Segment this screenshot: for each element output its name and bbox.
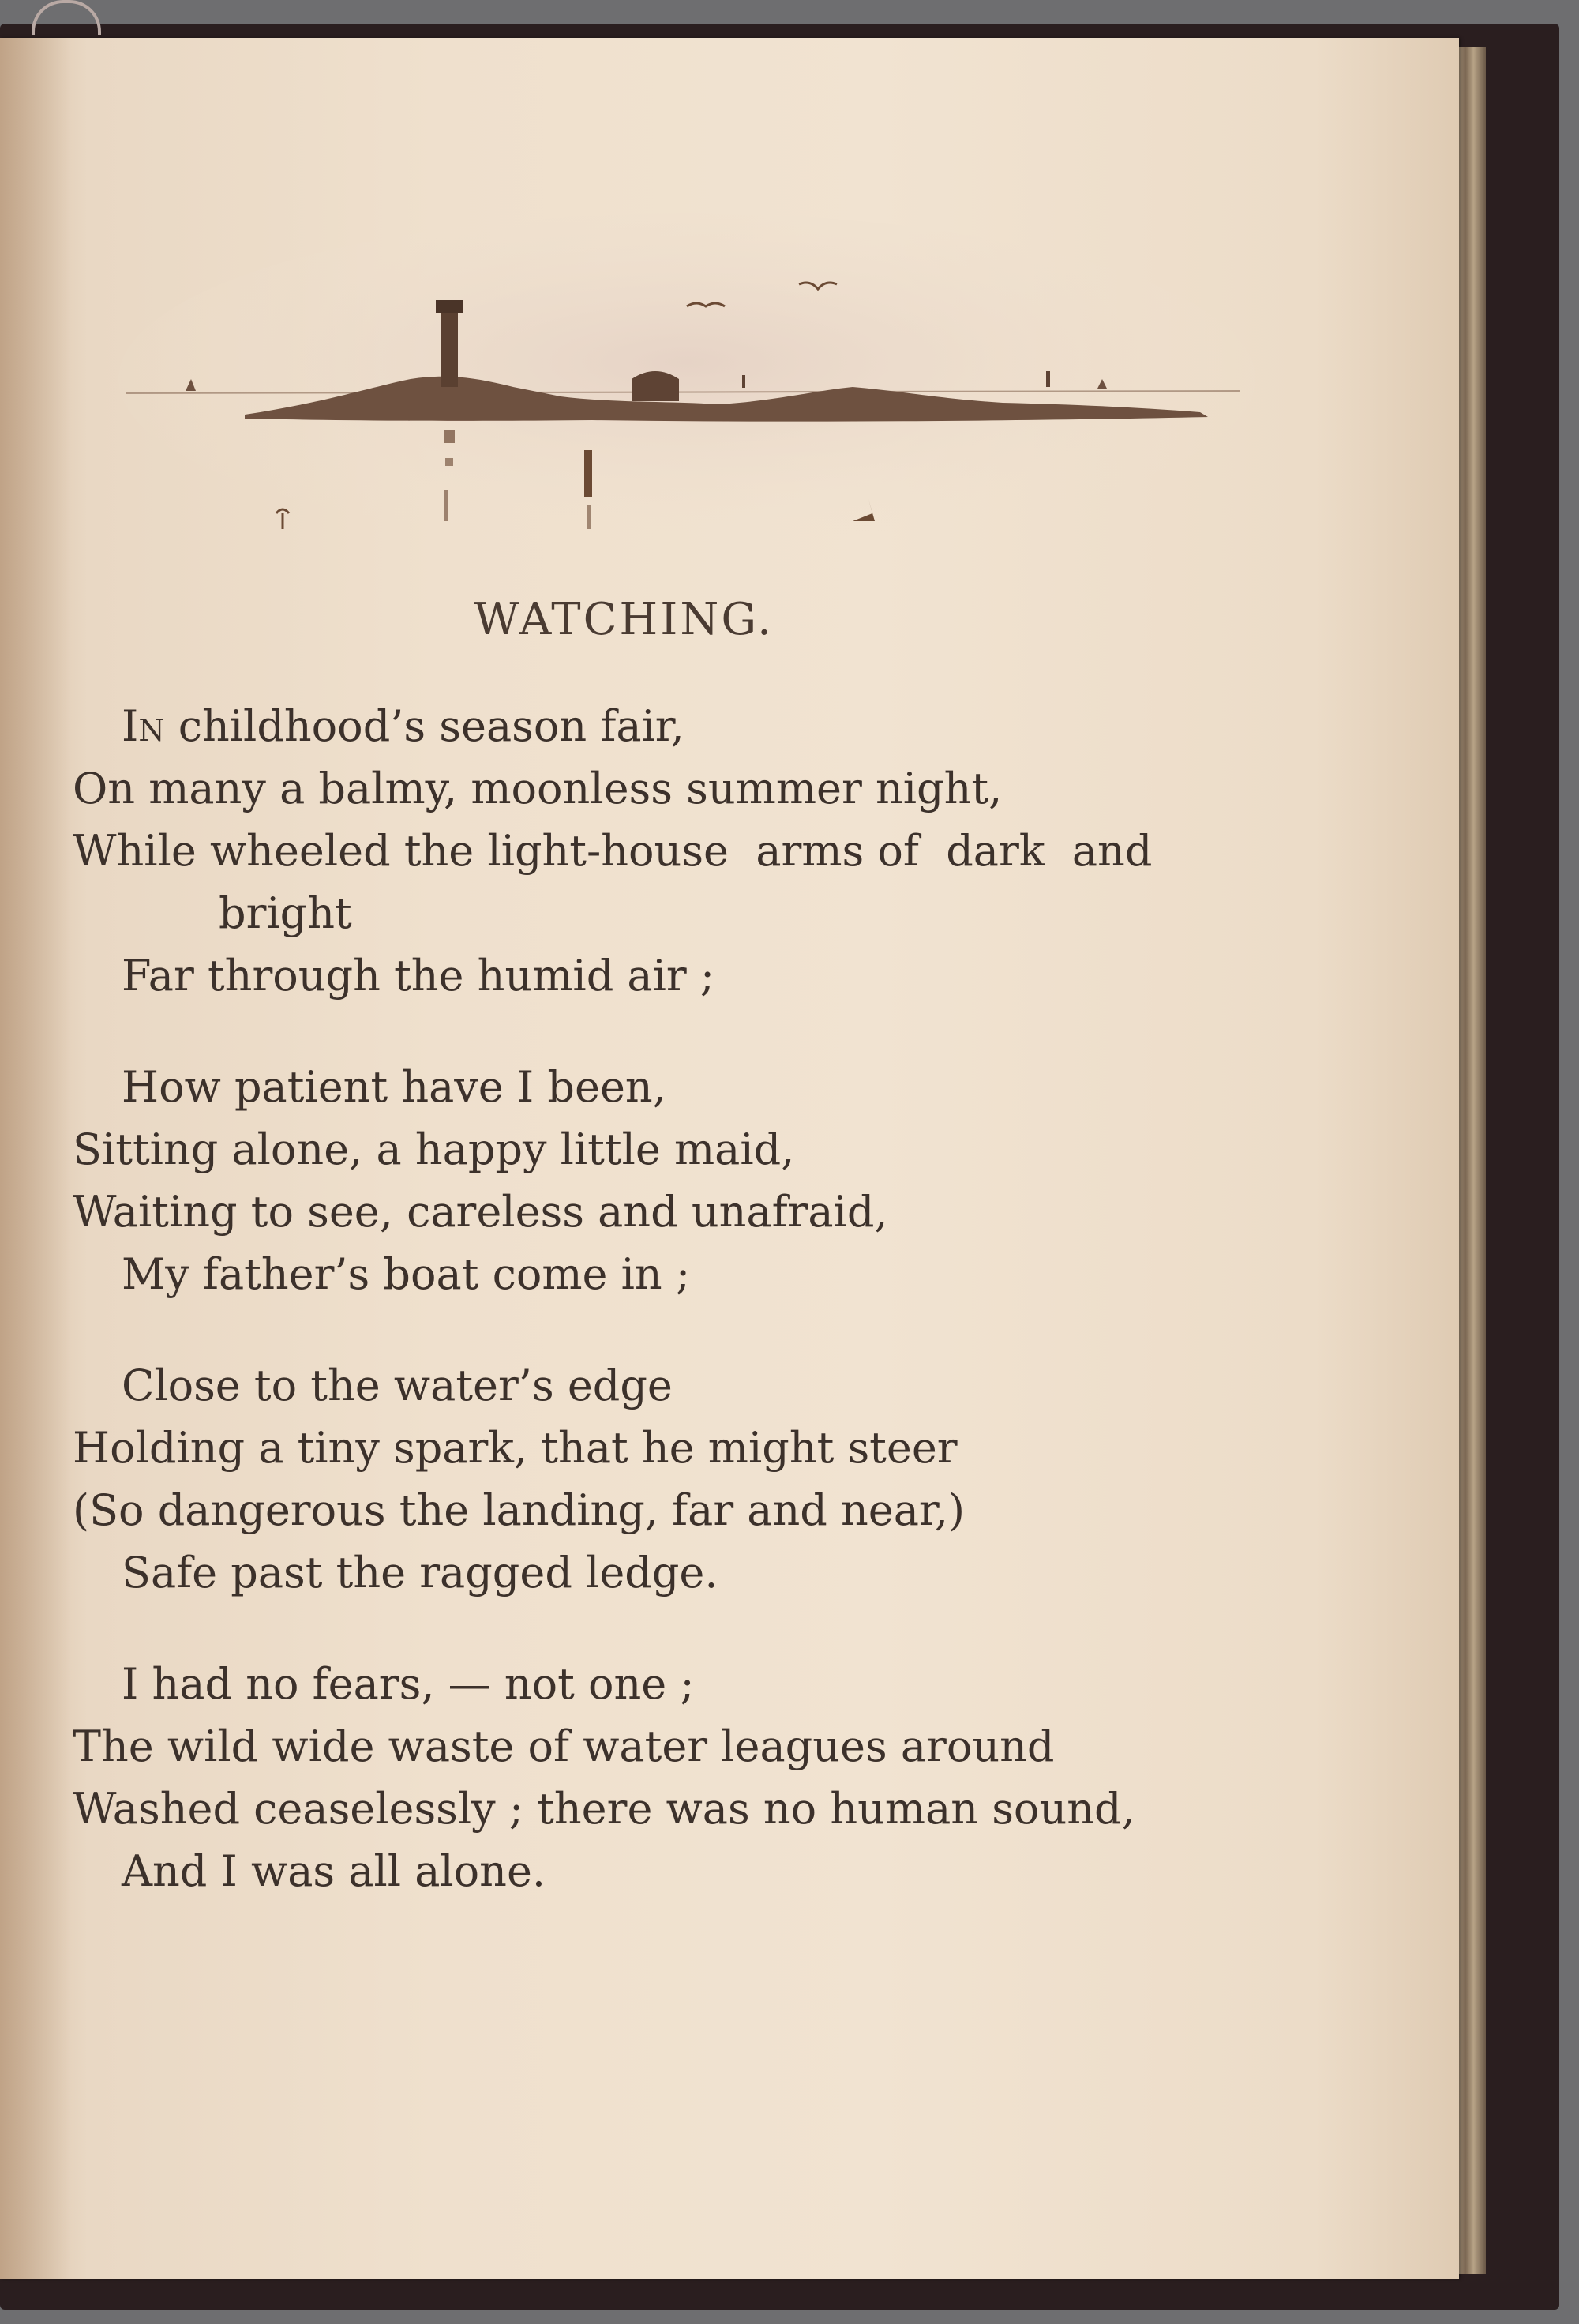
poem-line: Waiting to see, careless and unafraid, [73, 1187, 888, 1237]
bookmark-ribbon [32, 0, 101, 35]
poem-body [73, 695, 1257, 1951]
poem-line: I had no fears, — not one ; [122, 1659, 695, 1709]
poem-line: While wheeled the light-house arms of dark and [73, 826, 1153, 876]
poem-line: bright [219, 888, 352, 938]
poem-line: How patient have I been, [122, 1062, 666, 1112]
poem-line: And I was all alone. [122, 1846, 546, 1896]
poem-line: Close to the water’s edge [122, 1361, 673, 1410]
poem-line: On many a balmy, moonless summer night, [73, 764, 1003, 813]
stanza-4 [73, 1653, 1257, 1902]
poem-line: Safe past the ragged ledge. [122, 1548, 718, 1598]
poem-line: Sitting alone, a happy little maid, [73, 1124, 795, 1174]
poem-line: The wild wide waste of water leagues around [73, 1721, 1055, 1771]
poem-line: Washed ceaselessly ; there was no human sound, [73, 1784, 1135, 1834]
stanza-3 [73, 1354, 1257, 1604]
drop-word: In [122, 701, 165, 751]
poem-title: WATCHING. [474, 594, 774, 645]
poem-line: Far through the humid air ; [122, 951, 715, 1001]
stanza-1 [73, 695, 1257, 1007]
stanza-2 [73, 1056, 1257, 1305]
poem-line: Holding a tiny spark, that he might steer [73, 1423, 958, 1473]
poem-line: (So dangerous the landing, far and near,) [73, 1485, 966, 1535]
gutter-shadow [0, 38, 71, 2279]
poem-line-text: childhood’s season fair, [164, 701, 684, 751]
poem-line: My father’s boat come in ; [122, 1249, 691, 1299]
poem-line [73, 695, 1257, 757]
lighthouse-island-illustration [118, 190, 1255, 584]
